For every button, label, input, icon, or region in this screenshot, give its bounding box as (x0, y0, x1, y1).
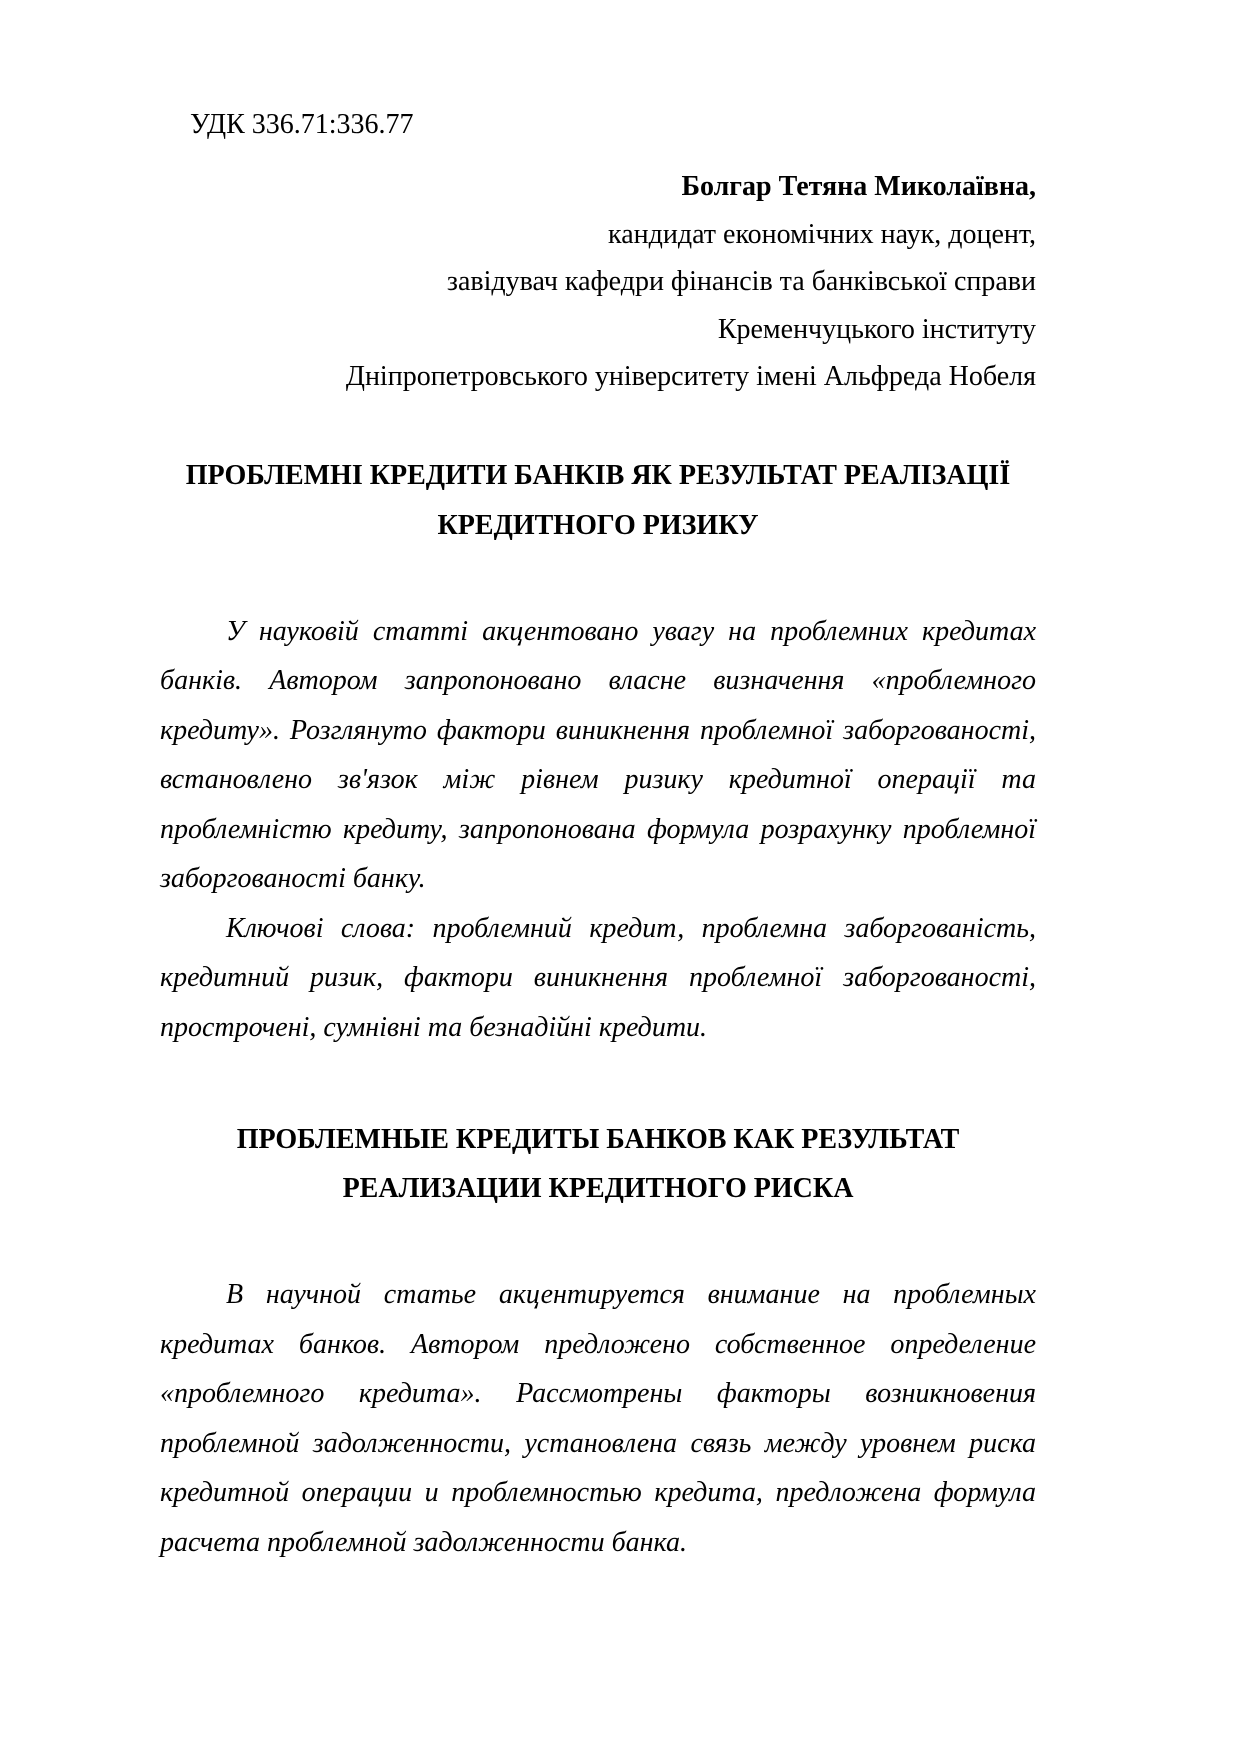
author-block (160, 163, 1036, 401)
abstract-uk: У науковій статті акцентовано увагу на проблемних кредитах банків. Автором запропоновано власне визначення «проблемного кредиту». Розглянуто фактори виникнення проблемної заборгованості, встановлено зв'язок між рівнем ризику кредитної операції та проблемністю кредиту, запропонована формула розрахунку проблемної заборгованості банку. (160, 615, 1036, 895)
author-credential-line: кандидат економічних наук, доцент, (608, 218, 1036, 250)
article-title-ru-line2: РЕАЛИЗАЦИИ КРЕДИТНОГО РИСКА (342, 1173, 854, 1205)
article-title-uk-line2: КРЕДИТНОГО РИЗИКУ (437, 509, 759, 541)
keywords-text-uk: проблемний кредит, проблемна заборгованість, кредитний ризик, фактори виникнення проблемної заборгованості, прострочені, сумнівні та безнадійні кредити. (160, 912, 1036, 1043)
author-credential-line: Дніпропетровського університету імені Альфреда Нобеля (345, 361, 1036, 393)
article-title-uk (160, 451, 1036, 551)
abstract-ru: В научной статье акцентируется внимание на проблемных кредитах банков. Автором предложено собственное определение «проблемного кредита». Рассмотрены факторы возникновения проблемной задолженности, установлена связь между уровнем риска кредитной операции и проблемностью кредита, предложена формула расчета проблемной задолженности банка. (160, 1279, 1036, 1558)
article-title-ru-line1: ПРОБЛЕМНЫЕ КРЕДИТЫ БАНКОВ КАК РЕЗУЛЬТАТ (236, 1123, 960, 1155)
udc-code: УДК 336.71:336.77 (190, 109, 414, 140)
keywords-uk (160, 904, 1036, 1053)
author-credential-line: завідувач кафедри фінансів та банківської справи (446, 266, 1036, 298)
article-title-uk-line1: ПРОБЛЕМНІ КРЕДИТИ БАНКІВ ЯК РЕЗУЛЬТАТ РЕАЛІЗАЦІЇ (185, 459, 1011, 491)
author-name: Болгар Тетяна Миколаївна, (681, 171, 1036, 202)
author-credential-line: Кременчуцького інституту (717, 313, 1036, 345)
keywords-label-uk: Ключові слова: (226, 912, 416, 944)
article-title-ru (160, 1115, 1036, 1215)
